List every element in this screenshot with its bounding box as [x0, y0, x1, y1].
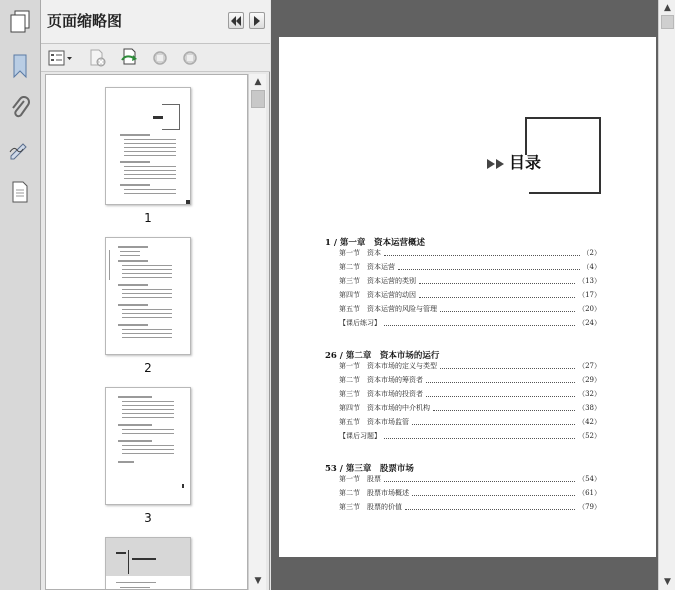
toc-entry-page: （2）	[582, 249, 601, 257]
scrollbar-thumb[interactable]	[251, 90, 265, 108]
panel-title: 页面缩略图	[47, 12, 123, 30]
rotate-page-icon	[119, 48, 141, 68]
toc-heading: 目录	[509, 153, 542, 172]
toc-entry-page: （20）	[578, 305, 601, 313]
toc-entry[interactable]	[339, 360, 601, 371]
page-thumbnail-4[interactable]	[105, 537, 191, 590]
toc-entry[interactable]	[339, 303, 601, 314]
leader-dots	[440, 311, 575, 312]
toc-entry-title: 【课后练习】	[339, 319, 381, 327]
toc-entry-title: 【课后习题】	[339, 432, 381, 440]
chevron-right-icon	[253, 16, 261, 26]
delete-page-button[interactable]	[87, 48, 109, 68]
toc-entry-page: （54）	[578, 475, 601, 483]
toc-entry-page: （52）	[578, 432, 601, 440]
toc-entry[interactable]	[339, 374, 601, 385]
delete-page-icon	[88, 48, 108, 68]
toc-entry[interactable]	[339, 473, 601, 484]
rotate-left-button[interactable]	[149, 48, 171, 68]
toc-entry[interactable]	[339, 388, 601, 399]
toc-entry-title: 第二节 股票市场概述	[339, 489, 409, 497]
document-icon[interactable]	[5, 176, 35, 208]
leader-dots	[398, 269, 580, 270]
paperclip-icon[interactable]	[5, 92, 35, 124]
rotate-left-icon	[150, 48, 170, 68]
toc-entry-page: （79）	[578, 503, 601, 511]
scroll-down-arrow-icon[interactable]: ▼	[664, 577, 671, 587]
leader-dots	[426, 382, 575, 383]
thumbnail-toolbar	[41, 44, 270, 72]
rotate-right-icon	[180, 48, 200, 68]
toc-entry-title: 第五节 资本市场监管	[339, 418, 409, 426]
toc-entry-title: 第三节 资本运营的类别	[339, 277, 416, 285]
leader-dots	[384, 325, 575, 326]
toc-entry-title: 第三节 资本市场的投资者	[339, 390, 423, 398]
pages-icon[interactable]	[5, 6, 35, 38]
toc-entry-page: （32）	[578, 390, 601, 398]
leader-dots	[440, 368, 575, 369]
toc-entry-title: 第一节 股票	[339, 475, 381, 483]
page-thumbnail-2[interactable]	[105, 237, 191, 355]
toc-entry-title: 第四节 资本市场的中介机构	[339, 404, 430, 412]
toc-entry-title: 第一节 资本市场的定义与类型	[339, 362, 437, 370]
panel-header	[41, 0, 270, 44]
leader-dots	[384, 481, 575, 482]
toc-entry[interactable]	[339, 402, 601, 413]
leader-dots	[412, 495, 575, 496]
leader-dots	[426, 396, 575, 397]
toc-entry[interactable]	[339, 487, 601, 498]
toc-entry-title: 第四节 资本运营的动因	[339, 291, 416, 299]
toc-entry[interactable]	[339, 261, 601, 272]
thumbnail-scrollbar[interactable]	[248, 74, 266, 590]
rotate-right-button[interactable]	[179, 48, 201, 68]
toc-entry-page: （24）	[578, 319, 601, 327]
double-arrow-icon	[487, 154, 507, 173]
document-view	[271, 0, 658, 590]
toc-entry[interactable]	[339, 275, 601, 286]
toc-entry-page: （13）	[578, 277, 601, 285]
toc-entry-title: 第一节 资本	[339, 249, 381, 257]
expand-panel-button[interactable]	[249, 12, 265, 29]
toc-entry-page: （38）	[578, 404, 601, 412]
toc-entry[interactable]	[339, 247, 601, 258]
toc-entry[interactable]	[339, 416, 601, 427]
page-thumbnail-1[interactable]	[105, 87, 191, 205]
toc-entry-page: （29）	[578, 376, 601, 384]
options-menu-icon	[48, 50, 74, 66]
toc-entry-page: （42）	[578, 418, 601, 426]
thumbnail-list	[45, 74, 248, 590]
collapse-panel-button[interactable]	[228, 12, 244, 29]
scroll-up-arrow-icon[interactable]: ▲	[254, 77, 262, 87]
toc-entry-title: 第三节 股票的价值	[339, 503, 402, 511]
toc-chapter-title[interactable]: 1 / 第一章 资本运营概述	[325, 238, 425, 248]
toc-entry-title: 第二节 资本市场的筹资者	[339, 376, 423, 384]
toc-entry-page: （4）	[582, 263, 601, 271]
bookmark-icon[interactable]	[5, 50, 35, 82]
toc-entry-title: 第二节 资本运营	[339, 263, 395, 271]
scrollbar-thumb[interactable]	[661, 15, 674, 29]
leader-dots	[419, 297, 575, 298]
toc-entry-page: （61）	[578, 489, 601, 497]
navigation-rail	[0, 0, 41, 590]
toc-entry-page: （27）	[578, 362, 601, 370]
leader-dots	[412, 424, 575, 425]
scroll-down-arrow-icon[interactable]: ▼	[254, 576, 262, 586]
signature-icon[interactable]	[5, 134, 35, 166]
options-menu-button[interactable]	[47, 48, 75, 68]
scroll-up-arrow-icon[interactable]: ▲	[664, 3, 671, 13]
toc-chapter-title[interactable]: 26 / 第二章 资本市场的运行	[325, 351, 440, 361]
toc-entry[interactable]	[339, 317, 601, 328]
leader-dots	[384, 438, 575, 439]
document-page	[279, 37, 656, 557]
toc-entry-title: 第五节 资本运营的风险与管理	[339, 305, 437, 313]
document-scrollbar[interactable]	[658, 0, 675, 590]
leader-dots	[405, 509, 575, 510]
rotate-page-button[interactable]	[119, 48, 141, 68]
page-thumbnails-panel	[41, 0, 270, 590]
toc-chapter-title[interactable]: 53 / 第三章 股票市场	[325, 464, 414, 474]
page-thumbnail-label: 2	[144, 361, 152, 375]
leader-dots	[384, 255, 580, 256]
toc-entry[interactable]	[339, 501, 601, 512]
page-thumbnail-label: 3	[144, 511, 152, 525]
toc-entry-page: （17）	[578, 291, 601, 299]
toc-entry[interactable]	[339, 430, 601, 441]
leader-dots	[433, 410, 575, 411]
page-thumbnail-3[interactable]	[105, 387, 191, 505]
page-thumbnail-label: 1	[144, 211, 152, 225]
toc-entry[interactable]	[339, 289, 601, 300]
double-chevron-left-icon	[230, 16, 242, 26]
leader-dots	[419, 283, 575, 284]
